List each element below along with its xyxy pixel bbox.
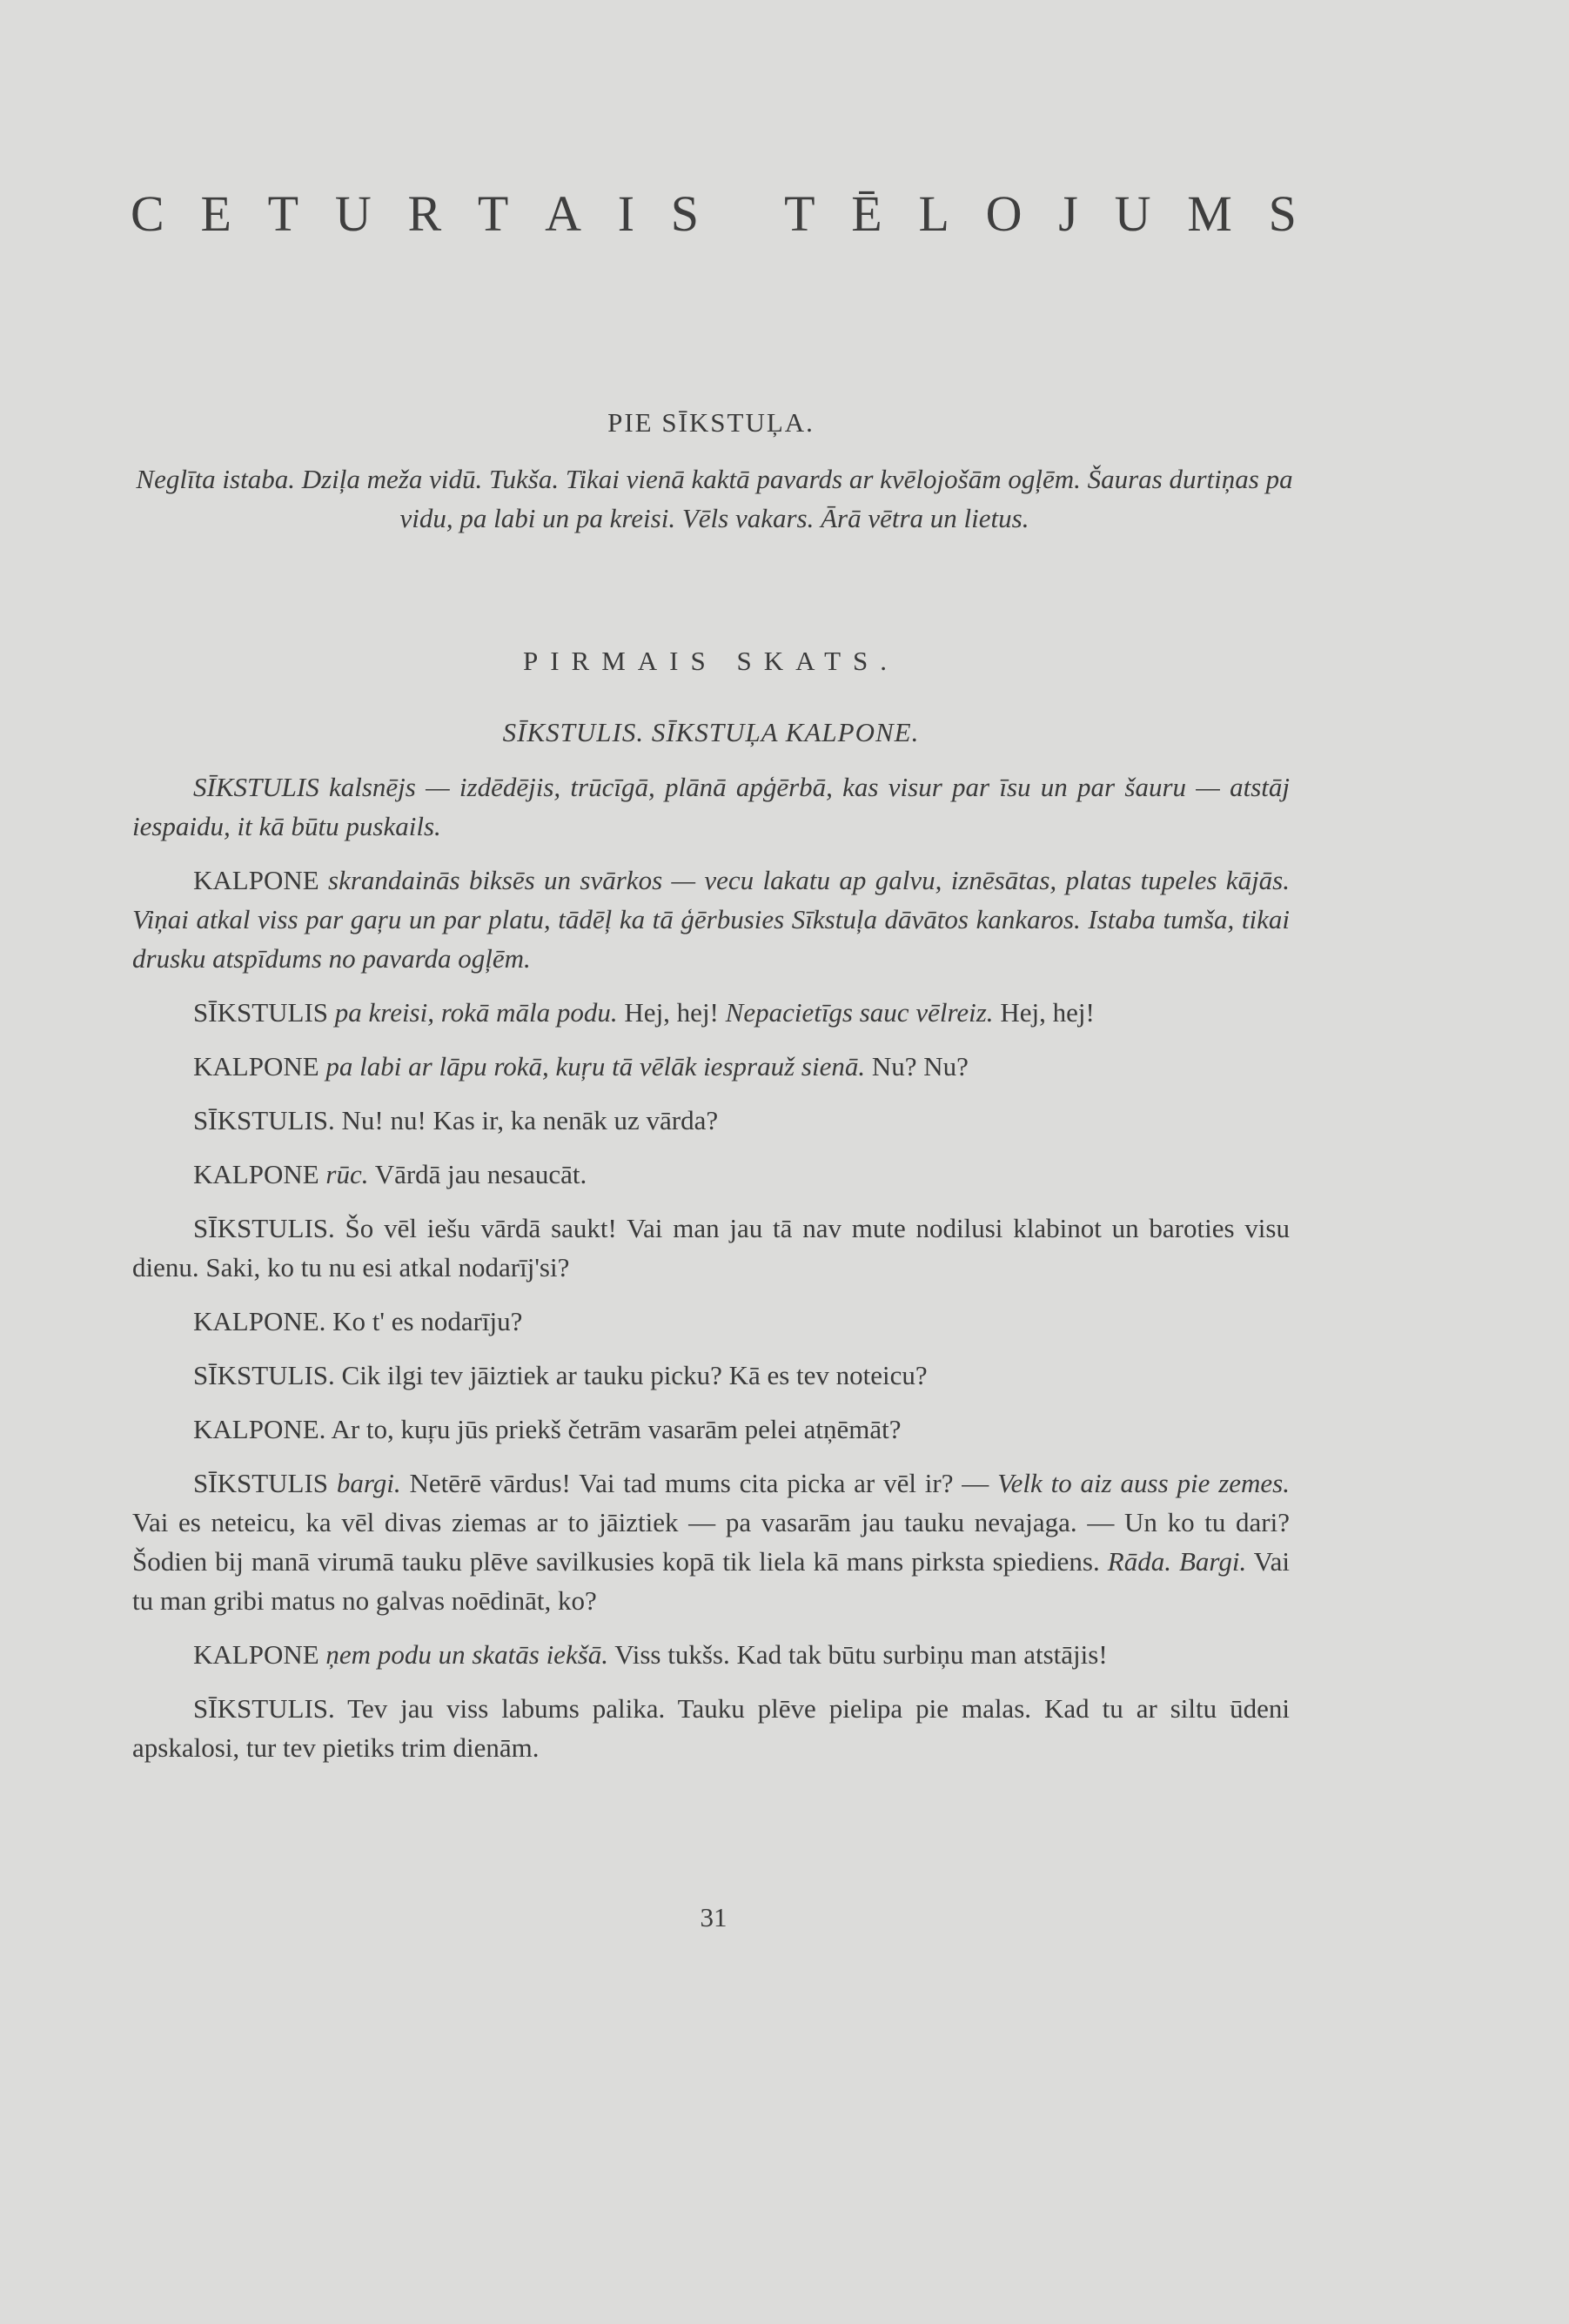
heading-letter: Ē <box>851 185 882 242</box>
spoken-text: KALPONE <box>193 1159 326 1189</box>
heading-letter: T <box>477 185 509 242</box>
stage-direction: SĪKSTULIS kalsnējs — izdēdējis, trūcīgā, plānā apģērbā, kas visur par īsu un par šauru — atstāj iespaidu, it kā būtu puskails. <box>132 772 1290 841</box>
stage-direction: skrandainās biksēs un svārkos — vecu lakatu ap galvu, iznēsātas, platas tupeles kājās. Viņai atkal viss par gaŗu un par platu, tādēļ ka tā ģērbusies Sīkstuļa dāvātos kankaros. Istaba tumša, tikai drusku atspīdums no pavarda ogļēm. <box>132 865 1290 974</box>
stage-direction: pa labi ar lāpu rokā, kuŗu tā vēlāk iesprauž sienā. <box>325 1051 866 1082</box>
spoken-text: KALPONE. Ar to, kuŗu jūs priekš četrām vasarām pelei atņēmāt? <box>193 1414 902 1444</box>
stage-direction: ņem podu un skatās iekšā. <box>325 1639 609 1670</box>
characters-list: SĪKSTULIS. SĪKSTUĻA KALPONE. <box>502 717 920 747</box>
heading-letter: U <box>1114 185 1151 242</box>
spoken-text: SĪKSTULIS <box>193 997 335 1028</box>
heading-letter: T <box>267 185 299 242</box>
spoken-text: Netērē vārdus! Vai tad mums cita picka ar vēl ir? — <box>400 1468 998 1498</box>
stage-setting: Neglīta istaba. Dziļa meža vidū. Tukša. Tikai vienā kaktā pavards ar kvēlojošām ogļēm. Šauras durtiņas pa vidu, pa labi un pa kreisi. Vēls vakars. Ārā vētra un lietus. <box>136 464 1293 533</box>
dialogue-paragraph <box>132 767 1290 846</box>
spoken-text: Hej, hej! <box>993 997 1095 1028</box>
spoken-text: Nu? Nu? <box>865 1051 969 1082</box>
spoken-text: Vai es neteicu, ka vēl divas ziemas ar to jāiztiek — pa vasarām jau tauku nevajaga. — Un ko tu dari? Šodien bij manā virumā tauku plēve savilkusies kopā tik liela kā mans pirksta spiediens. <box>132 1507 1290 1577</box>
stage-direction: Velk to aiz auss pie zemes. <box>997 1468 1290 1498</box>
spoken-text: Vai tu man gribi matus no galvas noēdināt, ko? <box>132 1546 1290 1616</box>
dialogue-paragraph <box>132 1155 1290 1194</box>
spoken-text: SĪKSTULIS. Nu! nu! Kas ir, ka nenāk uz vārda? <box>193 1105 719 1135</box>
dialogue-paragraph <box>132 1635 1290 1674</box>
stage-direction: Nepacietīgs sauc vēlreiz. <box>725 997 994 1028</box>
dialogue-paragraph <box>132 861 1290 978</box>
heading-letter: E <box>200 185 231 242</box>
dialogue-paragraph <box>132 1209 1290 1287</box>
stage-direction: pa kreisi, rokā māla podu. <box>334 997 618 1028</box>
location-heading: PIE SĪKSTUĻA. <box>607 407 815 438</box>
stage-direction: Rāda. Bargi. <box>1107 1546 1247 1577</box>
act-heading <box>131 184 1297 243</box>
stage-direction: bargi. <box>336 1468 401 1498</box>
dialogue-paragraph <box>132 993 1290 1032</box>
heading-letter: C <box>131 185 164 242</box>
spoken-text: Vārdā jau nesaucāt. <box>368 1159 587 1189</box>
scene-title: PIRMAIS SKATS. <box>522 646 899 676</box>
dialogue-paragraph <box>132 1689 1290 1767</box>
heading-letter: J <box>1058 185 1078 242</box>
heading-letter: S <box>1268 185 1297 242</box>
spoken-text: Hej, hej! <box>617 997 726 1028</box>
heading-letter: O <box>985 185 1023 242</box>
spoken-text: SĪKSTULIS. Šo vēl iešu vārdā saukt! Vai man jau tā nav mute nodilusi klabinot un baroties visu dienu. Saki, ko tu nu esi atkal nodarīj'si? <box>132 1213 1290 1283</box>
heading-letter <box>735 184 748 243</box>
spoken-text: KALPONE. Ko t' es nodarīju? <box>193 1306 523 1336</box>
dialogue-paragraph <box>132 1047 1290 1086</box>
dialogue-body <box>132 767 1290 1782</box>
heading-letter: I <box>617 185 635 242</box>
page-number: 31 <box>700 1902 728 1932</box>
dialogue-paragraph <box>132 1302 1290 1341</box>
dialogue-paragraph <box>132 1356 1290 1395</box>
spoken-text: KALPONE <box>193 865 319 895</box>
heading-letter: A <box>545 185 581 242</box>
dialogue-paragraph <box>132 1101 1290 1140</box>
spoken-text: SĪKSTULIS <box>193 1468 337 1498</box>
dialogue-paragraph <box>132 1463 1290 1620</box>
dialogue-paragraph <box>132 1410 1290 1449</box>
spoken-text: KALPONE <box>193 1639 326 1670</box>
spoken-text: SĪKSTULIS. Tev jau viss labums palika. Tauku plēve pielipa pie malas. Kad tu ar siltu ūdeni apskalosi, tur tev pietiks trim dienām. <box>132 1693 1290 1763</box>
heading-letter: M <box>1187 185 1232 242</box>
spoken-text: Viss tukšs. Kad tak būtu surbiņu man atstājis! <box>608 1639 1108 1670</box>
stage-direction: rūc. <box>325 1159 369 1189</box>
heading-letter: R <box>407 185 442 242</box>
heading-letter: T <box>784 185 815 242</box>
heading-letter: U <box>334 185 372 242</box>
heading-letter: L <box>918 185 949 242</box>
heading-letter: S <box>670 185 700 242</box>
spoken-text: KALPONE <box>193 1051 326 1082</box>
spoken-text: SĪKSTULIS. Cik ilgi tev jāiztiek ar tauku picku? Kā es tev noteicu? <box>193 1360 928 1390</box>
